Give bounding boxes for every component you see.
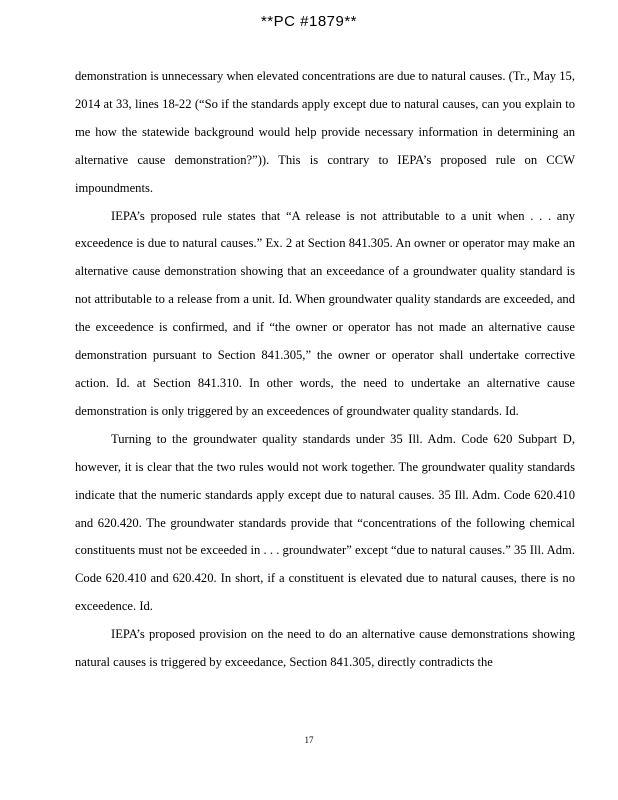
paragraph-3: Turning to the groundwater quality standards under 35 Ill. Adm. Code 620 Subpart D, however, it is clear that the two rules would not work together. The groundwater quality standards indicate that the numeric standards apply except due to natural causes. 35 Ill. Adm. Code 620.410 and 620.420. The groundwater standards provide that “concentrations of the following chemical constituents must not be exceeded in . . . groundwater” except “due to natural causes.” 35 Ill. Adm. Code 620.410 and 620.420. In short, if a constituent is elevated due to natural causes, there is no exceedence. Id. [75,431,575,614]
paragraph-4: IEPA’s proposed provision on the need to do an alternative cause demonstrations showing natural causes is triggered by exceedance, Section 841.305, directly contradicts the [75,627,575,670]
paragraph-1: demonstration is unnecessary when elevated concentrations are due to natural causes. (Tr., May 15, 2014 at 33, lines 18-22 (“So if the standards apply except due to natural causes, can you explain to me how the statewide background would help provide necessary information in determining an alternative cause demonstration?”)). This is contrary to IEPA’s proposed rule on CCW impoundments. [75,69,575,195]
document-body [75,63,575,677]
page-number: 17 [304,735,314,745]
document-header: **PC #1879** [260,13,358,30]
paragraph-2: IEPA’s proposed rule states that “A release is not attributable to a unit when . . . any exceedence is due to natural causes.” Ex. 2 at Section 841.305. An owner or operator may make an alternative cause demonstration showing that an exceedance of a groundwater quality standard is not attributable to a release from a unit. Id. When groundwater quality standards are exceeded, and the exceedence is confirmed, and if “the owner or operator has not made an alternative cause demonstration pursuant to Section 841.305,” the owner or operator shall undertake corrective action. Id. at Section 841.310. In other words, the need to undertake an alternative cause demonstration is only triggered by an exceedences of groundwater quality standards. Id. [75,208,575,418]
